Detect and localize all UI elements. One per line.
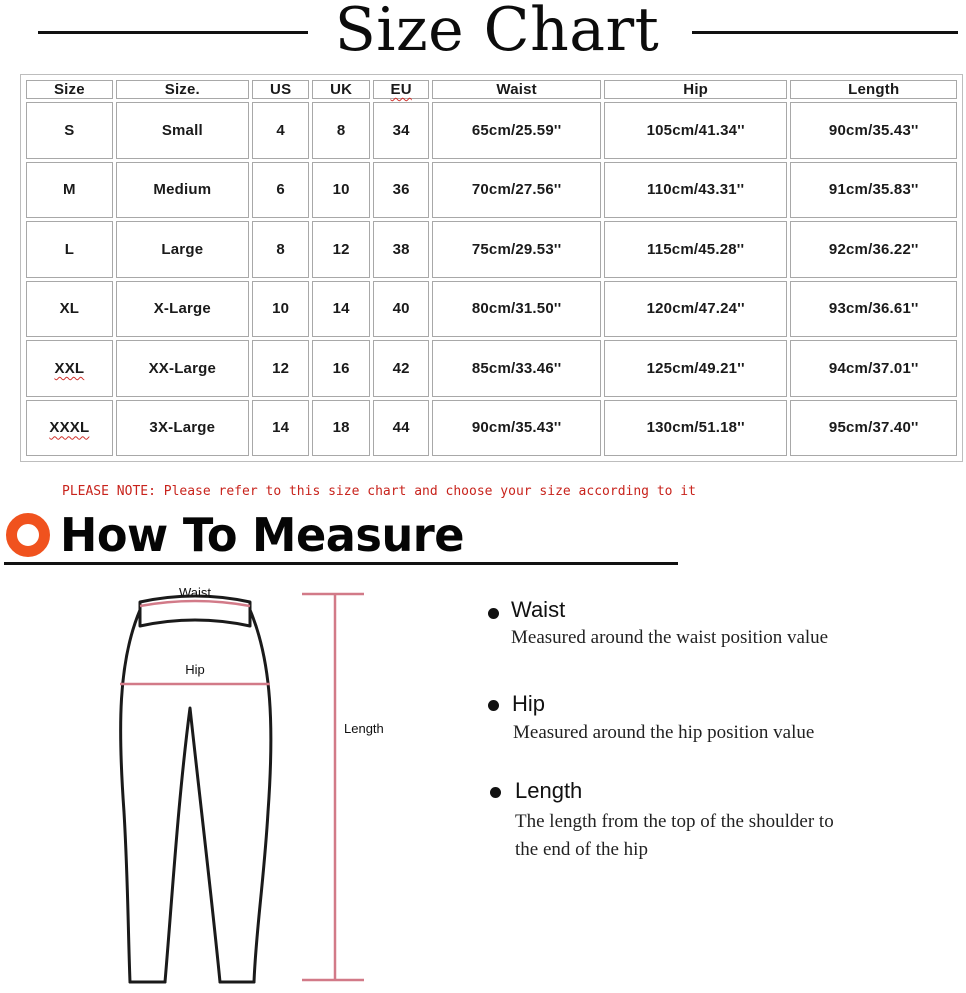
table-row [26, 281, 957, 338]
measure-label-waist: Waist [511, 597, 566, 622]
how-to-measure-title: How To Measure [60, 508, 465, 562]
cell-hip: 130cm/51.18'' [604, 400, 788, 457]
size-chart-header [0, 0, 966, 64]
header-length: Length [790, 80, 957, 99]
cell-size: L [26, 221, 113, 278]
cell-size: S [26, 102, 113, 159]
size-note: PLEASE NOTE: Please refer to this size chart and choose your size according to it [62, 484, 696, 499]
title-rule-left [38, 31, 308, 34]
cell-hip: 120cm/47.24'' [604, 281, 788, 338]
measure-desc-length-line2: the end of the hip [515, 839, 648, 860]
cell-us: 14 [252, 400, 310, 457]
cell-uk: 14 [312, 281, 370, 338]
header-size-name: Size. [116, 80, 249, 99]
cell-eu: 38 [373, 221, 429, 278]
cell-size-text: XXXL [49, 419, 90, 437]
orange-ring-icon [5, 512, 51, 558]
cell-length: 94cm/37.01'' [790, 340, 957, 397]
measure-label-hip: Hip [512, 691, 546, 716]
pants-right-edge [250, 610, 271, 982]
pants-left-edge [121, 610, 140, 982]
cell-us: 4 [252, 102, 310, 159]
cell-size-name: Small [116, 102, 249, 159]
cell-waist: 65cm/25.59'' [432, 102, 600, 159]
table-header-row [26, 80, 957, 99]
cell-eu: 36 [373, 162, 429, 219]
cell-eu: 42 [373, 340, 429, 397]
cell-hip: 125cm/49.21'' [604, 340, 788, 397]
diagram-label-waist: Waist [178, 585, 212, 600]
bullet-icon [490, 787, 501, 798]
cell-uk: 18 [312, 400, 370, 457]
cell-us: 8 [252, 221, 310, 278]
cell-uk: 16 [312, 340, 370, 397]
header-size: Size [26, 80, 113, 99]
cell-hip: 105cm/41.34'' [604, 102, 788, 159]
measure-desc-hip: Measured around the hip position value [513, 722, 815, 743]
cell-eu: 34 [373, 102, 429, 159]
cell-size [26, 400, 113, 457]
cell-hip: 115cm/45.28'' [604, 221, 788, 278]
diagram-label-length: Length [344, 721, 384, 736]
bullet-icon [488, 700, 499, 711]
page-title: Size Chart [334, 0, 660, 65]
cell-size: M [26, 162, 113, 219]
cell-waist: 75cm/29.53'' [432, 221, 600, 278]
header-hip: Hip [604, 80, 788, 99]
cell-size-name: Medium [116, 162, 249, 219]
cell-size-name: 3X-Large [116, 400, 249, 457]
table-row [26, 340, 957, 397]
cell-hip: 110cm/43.31'' [604, 162, 788, 219]
cell-size-name: XX-Large [116, 340, 249, 397]
diagram-label-hip: Hip [185, 662, 205, 677]
title-rule-right [692, 31, 958, 34]
table-row [26, 162, 957, 219]
cell-length: 91cm/35.83'' [790, 162, 957, 219]
cell-waist: 70cm/27.56'' [432, 162, 600, 219]
waist-measure-line [140, 601, 250, 606]
cell-us: 10 [252, 281, 310, 338]
cell-length: 92cm/36.22'' [790, 221, 957, 278]
pants-diagram [110, 580, 410, 992]
size-chart-table-frame [20, 74, 963, 462]
cell-uk: 12 [312, 221, 370, 278]
header-waist: Waist [432, 80, 600, 99]
measure-desc-length-line1: The length from the top of the shoulder to [515, 811, 834, 832]
cell-uk: 8 [312, 102, 370, 159]
header-us: US [252, 80, 310, 99]
cell-waist: 80cm/31.50'' [432, 281, 600, 338]
table-row [26, 400, 957, 457]
header-eu [373, 80, 429, 99]
cell-size-name: Large [116, 221, 249, 278]
table-row [26, 102, 957, 159]
cell-eu: 44 [373, 400, 429, 457]
cell-length: 93cm/36.61'' [790, 281, 957, 338]
header-uk: UK [312, 80, 370, 99]
cell-length: 95cm/37.40'' [790, 400, 957, 457]
cell-waist: 85cm/33.46'' [432, 340, 600, 397]
cell-eu: 40 [373, 281, 429, 338]
table-row [26, 221, 957, 278]
size-chart-table [23, 77, 960, 459]
cell-size: XL [26, 281, 113, 338]
cell-length: 90cm/35.43'' [790, 102, 957, 159]
cell-us: 6 [252, 162, 310, 219]
cell-us: 12 [252, 340, 310, 397]
cell-size-text: XXL [54, 359, 85, 377]
bullet-icon [488, 608, 499, 619]
cell-size-name: X-Large [116, 281, 249, 338]
header-eu-text: EU [390, 81, 412, 98]
cell-uk: 10 [312, 162, 370, 219]
cell-size [26, 340, 113, 397]
measure-desc-waist: Measured around the waist position value [511, 627, 829, 648]
measure-label-length: Length [515, 778, 583, 803]
how-to-measure-rule [4, 562, 678, 565]
cell-waist: 90cm/35.43'' [432, 400, 600, 457]
pants-inner-leg [165, 708, 220, 982]
